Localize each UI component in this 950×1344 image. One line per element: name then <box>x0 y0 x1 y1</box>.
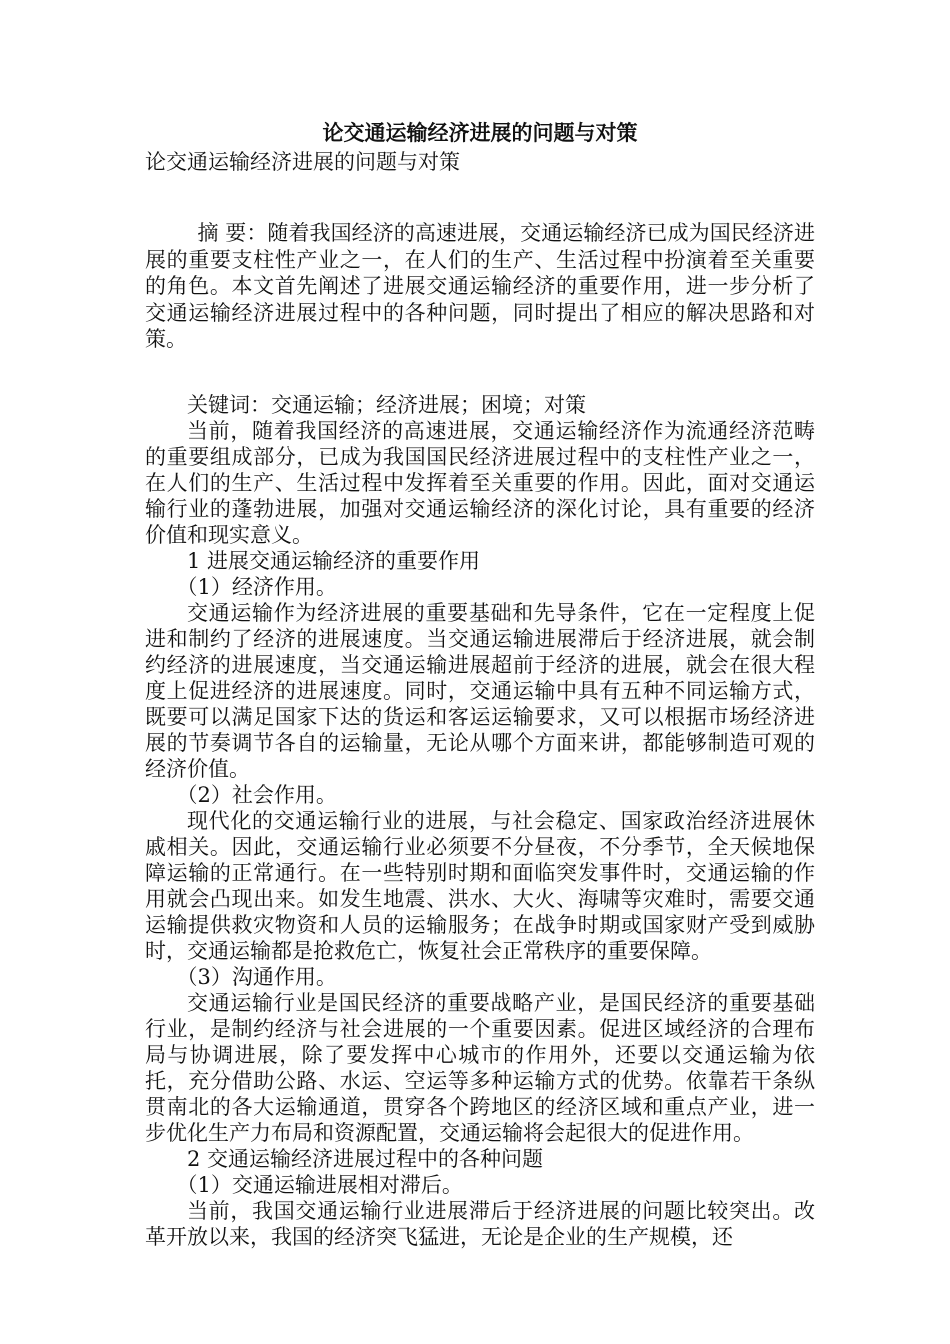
section-1-3-heading: （3）沟通作用。 <box>176 964 337 989</box>
document-title: 论交通运输经济进展的问题与对策 <box>322 121 638 145</box>
section-1-3-paragraph: 交通运输行业是国民经济的重要战略产业，是国民经济的重要基础行业，是制约经济与社会进展的一个重要因素。促进区域经济的合理布局与协调进展，除了要发挥中心城市的作用外，还要以交通运输为依托，充分借助公路、水运、空运等多种运输方式的优势。依靠若干条纵贯南北的各大运输通道，贯穿各个跨地区的经济区域和重点产业，进一步优化生产力布局和资源配置，交通运输将会起很大的促进作用。 <box>145 990 815 1145</box>
document-page <box>145 118 815 1250</box>
section-1-heading: 1 进展交通运输经济的重要作用 <box>187 548 481 573</box>
intro-paragraph: 当前，随着我国经济的高速进展，交通运输经济作为流通经济范畴的重要组成部分，已成为我国国民经济进展过程中的支柱性产业之一，在人们的生产、生活过程中发挥着至关重要的作用。因此，面对交通运输行业的蓬勃进展，加强对交通运输经济的深化讨论，具有重要的经济价值和现实意义。 <box>145 418 815 547</box>
section-1-1-paragraph: 交通运输作为经济进展的重要基础和先导条件，它在一定程度上促进和制约了经济的进展速度。当交通运输进展滞后于经济进展，就会制约经济的进展速度，当交通运输进展超前于经济的进展，就会在很大程度上促进经济的进展速度。同时，交通运输中具有五种不同运输方式，既要可以满足国家下达的货运和客运运输要求，又可以根据市场经济进展的节奏调节各自的运输量，无论从哪个方面来讲，都能够制造可观的经济价值。 <box>145 600 815 781</box>
section-1-2-paragraph: 现代化的交通运输行业的进展，与社会稳定、国家政治经济进展休戚相关。因此，交通运输行业必须要不分昼夜，不分季节，全天候地保障运输的正常通行。在一些特别时期和面临突发事件时，交通运输的作用就会凸现出来。如发生地震、洪水、大火、海啸等灾难时，需要交通运输提供救灾物资和人员的运输服务；在战争时期或国家财产受到威胁时，交通运输都是抢救危亡，恢复社会正常秩序的重要保障。 <box>145 808 815 963</box>
section-2-1-heading: （1）交通运输进展相对滞后。 <box>176 1172 463 1197</box>
abstract-paragraph: 摘 要：随着我国经济的高速进展，交通运输经济已成为国民经济进展的重要支柱性产业之一，在人们的生产、生活过程中扮演着至关重要的角色。本文首先阐述了进展交通运输经济的重要作用，进一步分析了交通运输经济进展过程中的各种问题，同时提出了相应的解决思路和对策。 <box>145 221 815 351</box>
document-subtitle: 论交通运输经济进展的问题与对策 <box>145 150 460 174</box>
section-1-1-heading: （1）经济作用。 <box>176 574 337 599</box>
section-2-1-paragraph: 当前，我国交通运输行业进展滞后于经济进展的问题比较突出。改革开放以来，我国的经济突飞猛进，无论是企业的生产规模，还 <box>145 1198 815 1249</box>
keywords-line: 关键词：交通运输；经济进展；困境；对策 <box>187 392 586 417</box>
section-1-2-heading: （2）社会作用。 <box>176 782 337 807</box>
section-2-heading: 2 交通运输经济进展过程中的各种问题 <box>187 1146 544 1171</box>
